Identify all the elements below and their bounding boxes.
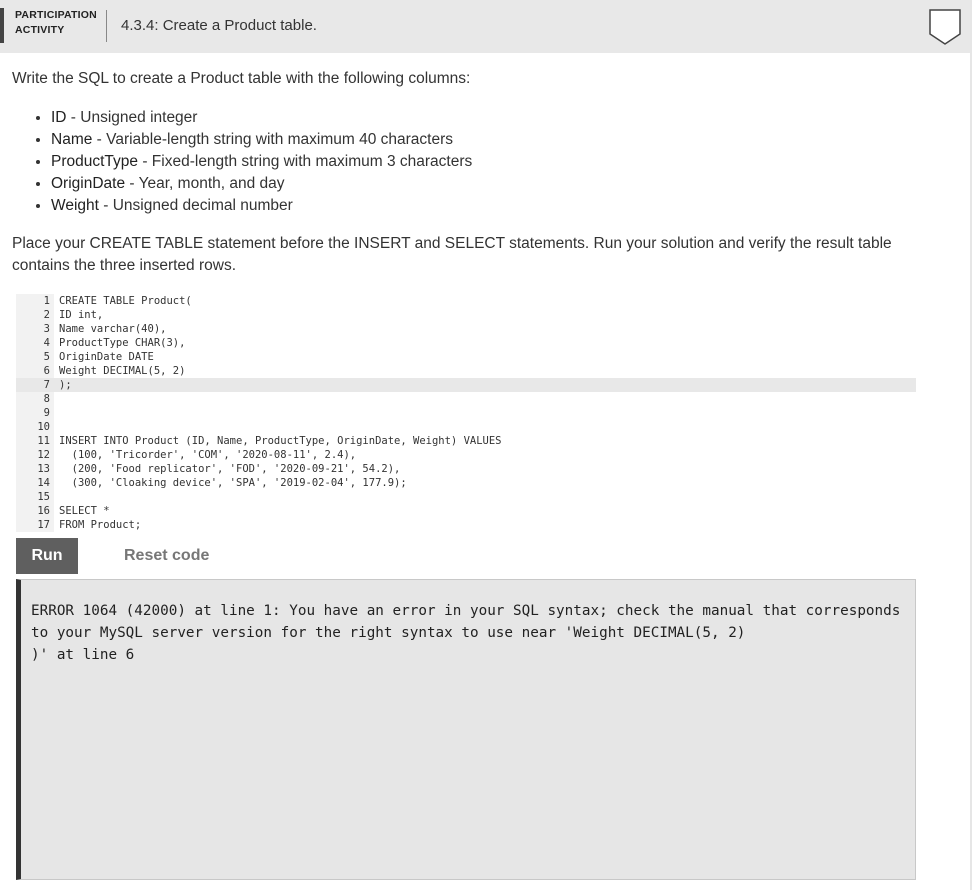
activity-header xyxy=(0,0,970,53)
code-text[interactable]: FROM Product; xyxy=(59,519,142,531)
completion-badge-icon xyxy=(929,9,961,45)
code-line[interactable] xyxy=(16,490,916,504)
line-number: 15 xyxy=(37,491,50,503)
line-number: 11 xyxy=(37,435,50,447)
error-message: ERROR 1064 (42000) at line 1: You have an error in your SQL syntax; check the manual that corresponds to your MySQL server version for the right syntax to use near 'Weight DECIMAL(5, 2) )' at line 6 xyxy=(31,603,901,663)
code-line[interactable] xyxy=(16,406,916,420)
line-number: 12 xyxy=(37,449,50,461)
column-desc: - Year, month, and day xyxy=(125,175,285,192)
list-item xyxy=(51,173,472,195)
instructions-text: Place your CREATE TABLE statement before the INSERT and SELECT statements. Run your solution and verify the result table contains the three inserted rows. xyxy=(12,235,892,274)
code-line[interactable] xyxy=(16,448,916,462)
code-text[interactable]: Weight DECIMAL(5, 2) xyxy=(59,365,186,377)
column-desc: - Unsigned integer xyxy=(66,109,198,126)
list-item xyxy=(51,129,472,151)
line-number: 3 xyxy=(43,323,50,335)
line-number: 10 xyxy=(37,421,50,433)
code-text[interactable]: CREATE TABLE Product( xyxy=(59,295,192,307)
line-number: 17 xyxy=(37,519,50,531)
code-line[interactable] xyxy=(16,420,916,434)
line-number: 6 xyxy=(43,365,50,377)
activity-label-line2: ACTIVITY xyxy=(15,24,65,36)
column-desc: - Fixed-length string with maximum 3 characters xyxy=(138,153,473,170)
line-number: 13 xyxy=(37,463,50,475)
line-number: 4 xyxy=(43,337,50,349)
list-item xyxy=(51,151,472,173)
reset-code-button[interactable]: Reset code xyxy=(124,547,210,564)
code-line[interactable] xyxy=(16,504,916,518)
code-text[interactable]: (200, 'Food replicator', 'FOD', '2020-09-21', 54.2), xyxy=(59,463,401,475)
code-text[interactable]: OriginDate DATE xyxy=(59,351,154,363)
code-text[interactable]: INSERT INTO Product (ID, Name, ProductType, OriginDate, Weight) VALUES xyxy=(59,435,502,447)
column-list xyxy=(14,107,472,217)
line-number: 8 xyxy=(43,393,50,405)
intro-text: Write the SQL to create a Product table with the following columns: xyxy=(12,70,471,87)
column-name: Weight xyxy=(51,197,99,214)
output-panel xyxy=(16,579,916,880)
code-line[interactable] xyxy=(16,308,916,322)
line-number: 5 xyxy=(43,351,50,363)
line-number: 9 xyxy=(43,407,50,419)
code-line[interactable] xyxy=(16,518,916,532)
code-editor[interactable] xyxy=(16,294,916,532)
code-line[interactable] xyxy=(16,392,916,406)
code-line[interactable] xyxy=(16,476,916,490)
column-name: ProductType xyxy=(51,153,139,170)
code-line[interactable] xyxy=(16,322,916,336)
run-button[interactable]: Run xyxy=(16,538,78,574)
code-line-active[interactable] xyxy=(16,378,916,392)
header-divider xyxy=(106,10,107,42)
code-line[interactable] xyxy=(16,462,916,476)
list-item xyxy=(51,195,472,217)
code-line[interactable] xyxy=(16,350,916,364)
column-desc: - Variable-length string with maximum 40 characters xyxy=(92,131,454,148)
activity-title: 4.3.4: Create a Product table. xyxy=(121,17,317,34)
code-line[interactable] xyxy=(16,364,916,378)
line-number: 16 xyxy=(37,505,50,517)
column-desc: - Unsigned decimal number xyxy=(98,197,293,214)
line-number: 7 xyxy=(43,379,50,391)
activity-label-line1: PARTICIPATION xyxy=(15,9,97,21)
line-number: 2 xyxy=(43,309,50,321)
column-name: Name xyxy=(51,131,93,148)
code-line[interactable] xyxy=(16,294,916,308)
line-number: 1 xyxy=(43,295,50,307)
line-number: 14 xyxy=(37,477,50,489)
code-text[interactable]: ); xyxy=(59,379,72,391)
code-line[interactable] xyxy=(16,336,916,350)
code-text[interactable]: (100, 'Tricorder', 'COM', '2020-08-11', 2.4), xyxy=(59,449,357,461)
code-text[interactable]: (300, 'Cloaking device', 'SPA', '2019-02-04', 177.9); xyxy=(59,477,407,489)
column-name: ID xyxy=(51,109,67,126)
code-line[interactable] xyxy=(16,434,916,448)
code-text[interactable]: SELECT * xyxy=(59,505,110,517)
code-text[interactable]: Name varchar(40), xyxy=(59,323,167,335)
participation-activity-label xyxy=(0,8,119,43)
column-name: OriginDate xyxy=(51,175,126,192)
code-text[interactable]: ProductType CHAR(3), xyxy=(59,337,186,349)
code-text[interactable]: ID int, xyxy=(59,309,104,321)
list-item xyxy=(51,107,472,129)
